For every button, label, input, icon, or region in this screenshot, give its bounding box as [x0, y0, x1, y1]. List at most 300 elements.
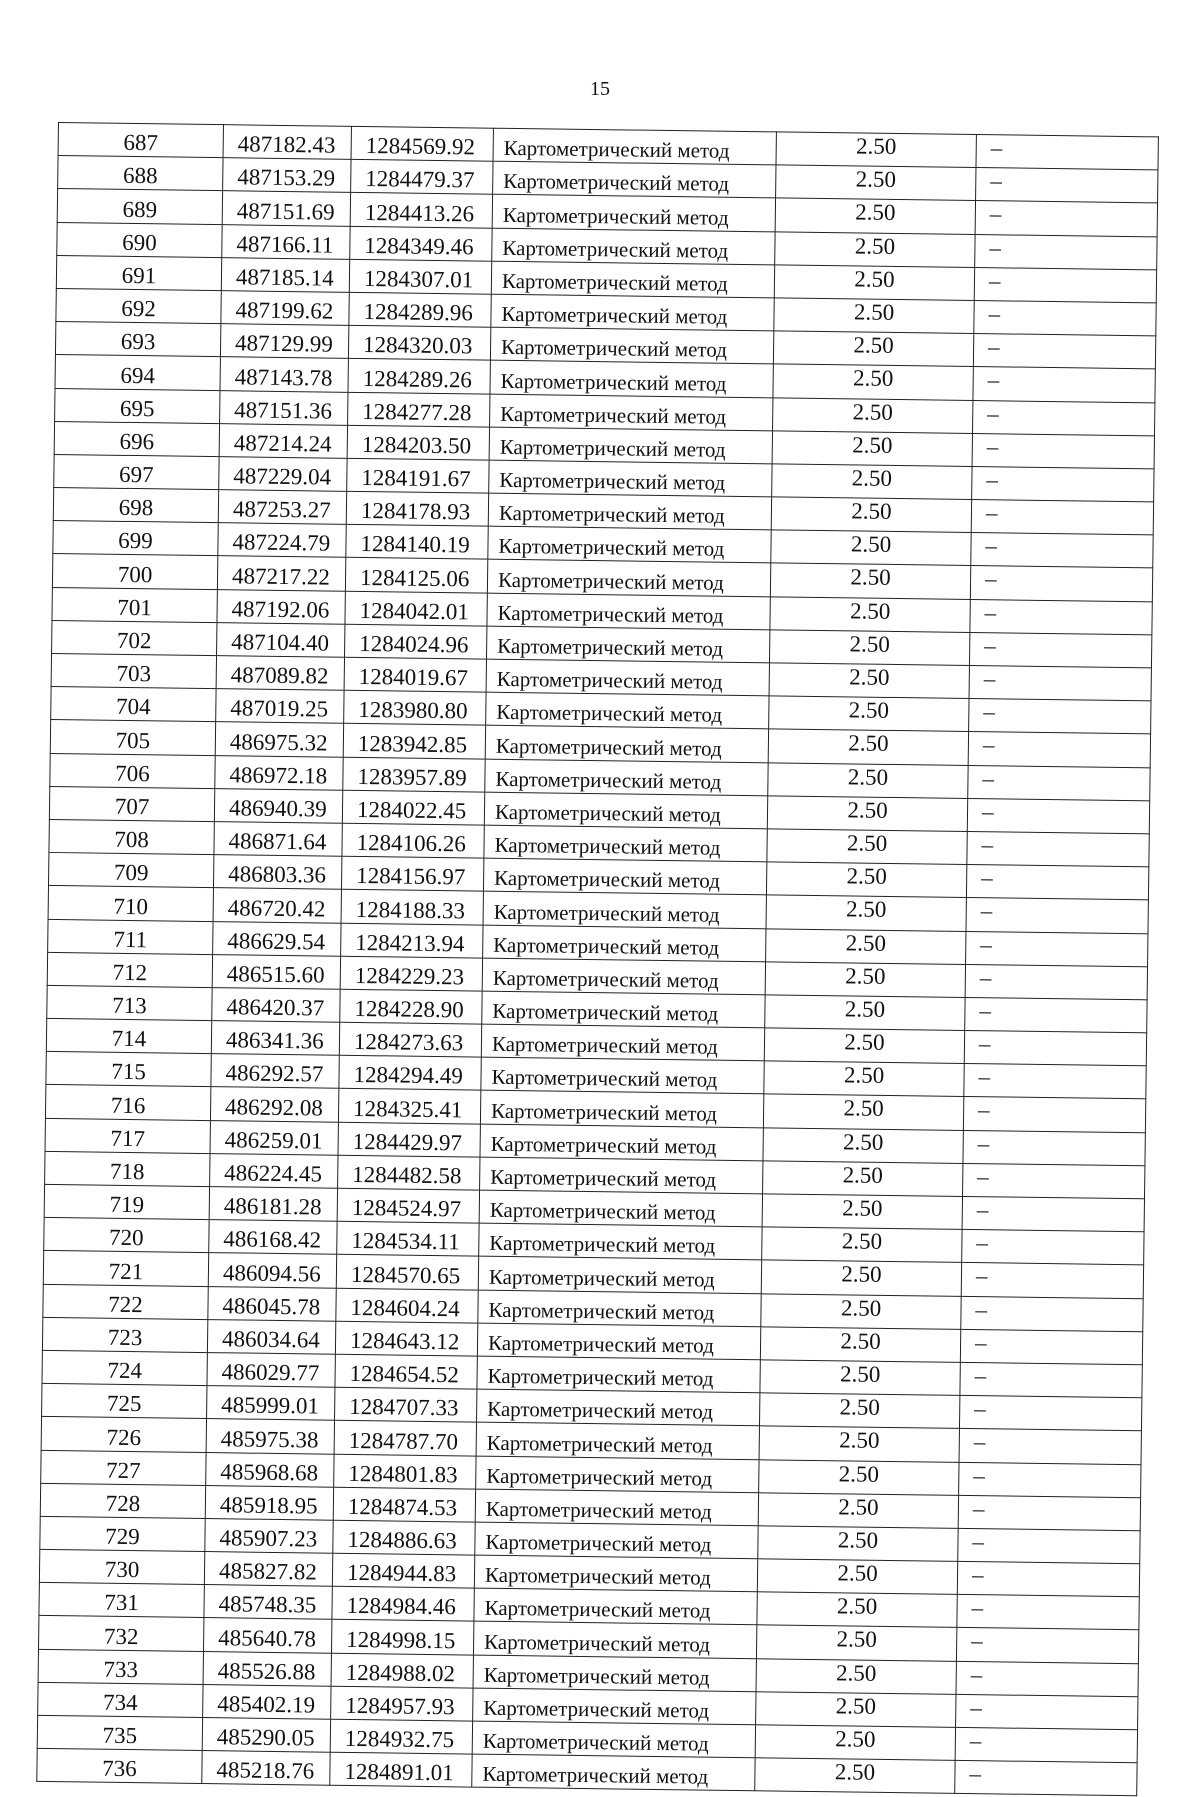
description-cell: –: [963, 1130, 1145, 1166]
x-coordinate-cell: 486034.64: [207, 1319, 335, 1354]
accuracy-cell: 2.50: [761, 1260, 961, 1296]
point-number-cell: 717: [45, 1118, 210, 1153]
method-cell: Картометрический метод: [486, 692, 769, 729]
method-cell: Картометрический метод: [484, 825, 767, 862]
y-coordinate-cell: 1284349.46: [350, 226, 492, 261]
accuracy-cell: 2.50: [775, 231, 975, 267]
y-coordinate-cell: 1284156.97: [341, 856, 483, 891]
accuracy-cell: 2.50: [770, 563, 970, 599]
x-coordinate-cell: 486629.54: [213, 921, 341, 956]
x-coordinate-cell: 486045.78: [208, 1286, 336, 1321]
point-number-cell: 725: [42, 1384, 207, 1419]
method-cell: Картометрический метод: [473, 1655, 756, 1692]
description-cell: –: [958, 1528, 1140, 1564]
y-coordinate-cell: 1284643.12: [335, 1321, 477, 1356]
point-number-cell: 714: [46, 1018, 211, 1053]
y-coordinate-cell: 1284019.67: [344, 657, 486, 692]
x-coordinate-cell: 487153.29: [223, 158, 351, 193]
description-cell: –: [976, 168, 1158, 204]
accuracy-cell: 2.50: [755, 1725, 955, 1761]
point-number-cell: 707: [49, 786, 214, 821]
point-number-cell: 719: [44, 1184, 209, 1219]
method-cell: Картометрический метод: [484, 792, 767, 829]
description-cell: –: [965, 997, 1147, 1033]
accuracy-cell: 2.50: [773, 397, 973, 433]
x-coordinate-cell: 486341.36: [211, 1021, 339, 1056]
description-cell: –: [973, 334, 1155, 370]
description-cell: –: [969, 665, 1151, 701]
x-coordinate-cell: 485918.95: [205, 1485, 333, 1520]
x-coordinate-cell: 486168.42: [209, 1220, 337, 1255]
method-cell: Картометрический метод: [491, 261, 774, 298]
point-number-cell: 701: [52, 587, 217, 622]
method-cell: Картометрический метод: [493, 161, 776, 198]
description-cell: –: [975, 234, 1157, 270]
point-number-cell: 705: [50, 720, 215, 755]
method-cell: Картометрический метод: [489, 460, 772, 497]
accuracy-cell: 2.50: [772, 464, 972, 500]
point-number-cell: 728: [40, 1483, 205, 1518]
accuracy-cell: 2.50: [760, 1360, 960, 1396]
description-cell: –: [961, 1263, 1143, 1299]
x-coordinate-cell: 486515.60: [212, 954, 340, 989]
y-coordinate-cell: 1284998.15: [331, 1620, 473, 1655]
description-cell: –: [964, 1031, 1146, 1067]
y-coordinate-cell: 1283980.80: [344, 690, 486, 725]
x-coordinate-cell: 487019.25: [216, 689, 344, 724]
accuracy-cell: 2.50: [756, 1692, 956, 1728]
point-number-cell: 727: [41, 1450, 206, 1485]
y-coordinate-cell: 1284957.93: [331, 1686, 473, 1721]
method-cell: Картометрический метод: [485, 759, 768, 796]
point-number-cell: 731: [39, 1583, 204, 1618]
accuracy-cell: 2.50: [764, 1028, 964, 1064]
method-cell: Картометрический метод: [488, 493, 771, 530]
point-number-cell: 694: [55, 355, 220, 390]
method-cell: Картометрический метод: [473, 1622, 756, 1659]
y-coordinate-cell: 1284022.45: [342, 790, 484, 825]
method-cell: Картометрический метод: [489, 427, 772, 464]
method-cell: Картометрический метод: [491, 294, 774, 331]
point-number-cell: 689: [57, 189, 222, 224]
accuracy-cell: 2.50: [766, 895, 966, 931]
x-coordinate-cell: 486029.77: [207, 1352, 335, 1387]
accuracy-cell: 2.50: [759, 1459, 959, 1495]
description-cell: –: [966, 898, 1148, 934]
x-coordinate-cell: 485402.19: [203, 1684, 331, 1719]
method-cell: Картометрический метод: [479, 1223, 762, 1260]
point-number-cell: 716: [45, 1085, 210, 1120]
y-coordinate-cell: 1284320.03: [348, 325, 490, 360]
y-coordinate-cell: 1284307.01: [349, 259, 491, 294]
x-coordinate-cell: 486940.39: [214, 788, 342, 823]
y-coordinate-cell: 1284429.97: [338, 1122, 480, 1157]
accuracy-cell: 2.50: [771, 497, 971, 533]
method-cell: Картометрический метод: [474, 1588, 757, 1625]
x-coordinate-cell: 486803.36: [213, 855, 341, 890]
point-number-cell: 703: [51, 653, 216, 688]
description-cell: –: [974, 300, 1156, 336]
description-cell: –: [958, 1495, 1140, 1531]
accuracy-cell: 2.50: [758, 1526, 958, 1562]
point-number-cell: 692: [56, 288, 221, 323]
method-cell: Картометрический метод: [485, 726, 768, 763]
description-cell: –: [970, 599, 1152, 635]
point-number-cell: 734: [38, 1682, 203, 1717]
y-coordinate-cell: 1284273.63: [339, 1022, 481, 1057]
accuracy-cell: 2.50: [767, 829, 967, 865]
x-coordinate-cell: 487089.82: [216, 656, 344, 691]
accuracy-cell: 2.50: [763, 1127, 963, 1163]
accuracy-cell: 2.50: [768, 762, 968, 798]
point-number-cell: 724: [42, 1350, 207, 1385]
method-cell: Картометрический метод: [487, 593, 770, 630]
method-cell: Картометрический метод: [479, 1190, 762, 1227]
method-cell: Картометрический метод: [492, 228, 775, 265]
x-coordinate-cell: 487143.78: [220, 357, 348, 392]
y-coordinate-cell: 1284801.83: [334, 1454, 476, 1489]
accuracy-cell: 2.50: [769, 696, 969, 732]
x-coordinate-cell: 486094.56: [208, 1253, 336, 1288]
method-cell: Картометрический метод: [476, 1422, 759, 1459]
coordinates-table: [36, 122, 1159, 1797]
point-number-cell: 708: [49, 819, 214, 854]
point-number-cell: 730: [39, 1549, 204, 1584]
x-coordinate-cell: 487166.11: [222, 224, 350, 259]
point-number-cell: 715: [46, 1052, 211, 1087]
description-cell: –: [967, 831, 1149, 867]
x-coordinate-cell: 485968.68: [206, 1452, 334, 1487]
y-coordinate-cell: 1284932.75: [330, 1719, 472, 1754]
y-coordinate-cell: 1284140.19: [346, 525, 488, 560]
y-coordinate-cell: 1284191.67: [347, 458, 489, 493]
y-coordinate-cell: 1283957.89: [343, 757, 485, 792]
accuracy-cell: 2.50: [755, 1758, 955, 1794]
point-number-cell: 704: [51, 687, 216, 722]
method-cell: Картометрический метод: [487, 560, 770, 597]
description-cell: –: [959, 1462, 1141, 1498]
description-cell: –: [972, 433, 1154, 469]
point-number-cell: 729: [40, 1516, 205, 1551]
method-cell: Картометрический метод: [490, 394, 773, 431]
accuracy-cell: 2.50: [757, 1559, 957, 1595]
method-cell: Картометрический метод: [477, 1323, 760, 1360]
method-cell: Картометрический метод: [487, 626, 770, 663]
accuracy-cell: 2.50: [773, 331, 973, 367]
x-coordinate-cell: 485907.23: [205, 1518, 333, 1553]
point-number-cell: 733: [38, 1649, 203, 1684]
y-coordinate-cell: 1284534.11: [337, 1221, 479, 1256]
accuracy-cell: 2.50: [766, 928, 966, 964]
description-cell: –: [971, 500, 1153, 536]
y-coordinate-cell: 1284874.53: [333, 1487, 475, 1522]
x-coordinate-cell: 485748.35: [204, 1585, 332, 1620]
accuracy-cell: 2.50: [759, 1393, 959, 1429]
y-coordinate-cell: 1284289.26: [348, 359, 490, 394]
point-number-cell: 711: [48, 919, 213, 954]
accuracy-cell: 2.50: [776, 165, 976, 201]
description-cell: –: [964, 1064, 1146, 1100]
description-cell: –: [971, 533, 1153, 569]
accuracy-cell: 2.50: [758, 1492, 958, 1528]
y-coordinate-cell: 1284213.94: [341, 923, 483, 958]
x-coordinate-cell: 486871.64: [214, 822, 342, 857]
point-number-cell: 726: [41, 1417, 206, 1452]
method-cell: Картометрический метод: [482, 991, 765, 1028]
description-cell: –: [965, 964, 1147, 1000]
x-coordinate-cell: 486224.45: [210, 1153, 338, 1188]
point-number-cell: 732: [39, 1616, 204, 1651]
y-coordinate-cell: 1284024.96: [345, 624, 487, 659]
point-number-cell: 712: [47, 952, 212, 987]
point-number-cell: 702: [52, 620, 217, 655]
x-coordinate-cell: 487214.24: [219, 423, 347, 458]
x-coordinate-cell: 486720.42: [213, 888, 341, 923]
y-coordinate-cell: 1284524.97: [337, 1188, 479, 1223]
description-cell: –: [966, 865, 1148, 901]
method-cell: Картометрический метод: [480, 1157, 763, 1194]
point-number-cell: 697: [54, 454, 219, 489]
y-coordinate-cell: 1284479.37: [351, 160, 493, 195]
point-number-cell: 700: [52, 554, 217, 589]
method-cell: Картометрический метод: [482, 958, 765, 995]
method-cell: Картометрический метод: [493, 128, 776, 165]
description-cell: –: [962, 1230, 1144, 1266]
method-cell: Картометрический метод: [477, 1389, 760, 1426]
x-coordinate-cell: 485290.05: [202, 1718, 330, 1753]
point-number-cell: 722: [43, 1284, 208, 1319]
point-number-cell: 721: [43, 1251, 208, 1286]
description-cell: –: [972, 466, 1154, 502]
description-cell: –: [970, 566, 1152, 602]
method-cell: Картометрический метод: [483, 925, 766, 962]
y-coordinate-cell: 1284203.50: [347, 425, 489, 460]
x-coordinate-cell: 486259.01: [210, 1120, 338, 1155]
y-coordinate-cell: 1284886.63: [333, 1520, 475, 1555]
y-coordinate-cell: 1284178.93: [346, 491, 488, 526]
x-coordinate-cell: 486972.18: [215, 755, 343, 790]
x-coordinate-cell: 486975.32: [215, 722, 343, 757]
point-number-cell: 710: [48, 886, 213, 921]
accuracy-cell: 2.50: [774, 298, 974, 334]
x-coordinate-cell: 487253.27: [218, 490, 346, 525]
x-coordinate-cell: 487199.62: [221, 291, 349, 326]
accuracy-cell: 2.50: [764, 1061, 964, 1097]
accuracy-cell: 2.50: [771, 530, 971, 566]
table-body: [37, 123, 1159, 1797]
description-cell: –: [968, 765, 1150, 801]
description-cell: –: [955, 1761, 1137, 1797]
y-coordinate-cell: 1284891.01: [330, 1752, 472, 1787]
description-cell: –: [966, 931, 1148, 967]
y-coordinate-cell: 1284787.70: [334, 1421, 476, 1456]
accuracy-cell: 2.50: [767, 796, 967, 832]
description-cell: –: [969, 699, 1151, 735]
accuracy-cell: 2.50: [775, 198, 975, 234]
point-number-cell: 736: [37, 1749, 202, 1784]
point-number-cell: 693: [55, 322, 220, 357]
method-cell: Картометрический метод: [490, 327, 773, 364]
y-coordinate-cell: 1283942.85: [343, 724, 485, 759]
accuracy-cell: 2.50: [776, 132, 976, 168]
accuracy-cell: 2.50: [769, 630, 969, 666]
method-cell: Картометрический метод: [478, 1290, 761, 1327]
accuracy-cell: 2.50: [772, 431, 972, 467]
method-cell: Картометрический метод: [474, 1555, 757, 1592]
x-coordinate-cell: 485640.78: [203, 1618, 331, 1653]
x-coordinate-cell: 486292.08: [210, 1087, 338, 1122]
y-coordinate-cell: 1284604.24: [336, 1288, 478, 1323]
method-cell: Картометрический метод: [476, 1456, 759, 1493]
method-cell: Картометрический метод: [480, 1124, 763, 1161]
y-coordinate-cell: 1284125.06: [345, 558, 487, 593]
y-coordinate-cell: 1284944.83: [332, 1553, 474, 1588]
description-cell: –: [955, 1727, 1137, 1763]
method-cell: Картометрический метод: [481, 1024, 764, 1061]
accuracy-cell: 2.50: [756, 1625, 956, 1661]
description-cell: –: [960, 1362, 1142, 1398]
method-cell: Картометрический метод: [473, 1688, 756, 1725]
point-number-cell: 691: [56, 255, 221, 290]
description-cell: –: [956, 1661, 1138, 1697]
accuracy-cell: 2.50: [770, 596, 970, 632]
y-coordinate-cell: 1284188.33: [341, 890, 483, 925]
accuracy-cell: 2.50: [759, 1426, 959, 1462]
y-coordinate-cell: 1284294.49: [339, 1056, 481, 1091]
description-cell: –: [959, 1396, 1141, 1432]
accuracy-cell: 2.50: [760, 1327, 960, 1363]
x-coordinate-cell: 487151.69: [222, 191, 350, 226]
description-cell: –: [967, 798, 1149, 834]
method-cell: Картометрический метод: [480, 1091, 763, 1128]
page-number: 15: [590, 78, 610, 100]
x-coordinate-cell: 487185.14: [221, 257, 349, 292]
description-cell: –: [963, 1097, 1145, 1133]
accuracy-cell: 2.50: [757, 1592, 957, 1628]
point-number-cell: 735: [37, 1715, 202, 1750]
x-coordinate-cell: 485526.88: [203, 1651, 331, 1686]
accuracy-cell: 2.50: [756, 1658, 956, 1694]
method-cell: Картометрический метод: [475, 1489, 758, 1526]
point-number-cell: 688: [58, 156, 223, 191]
y-coordinate-cell: 1284325.41: [338, 1089, 480, 1124]
y-coordinate-cell: 1284229.23: [340, 956, 482, 991]
point-number-cell: 709: [49, 853, 214, 888]
x-coordinate-cell: 487129.99: [220, 324, 348, 359]
method-cell: Картометрический метод: [486, 659, 769, 696]
description-cell: –: [960, 1329, 1142, 1365]
y-coordinate-cell: 1284482.58: [338, 1155, 480, 1190]
description-cell: –: [968, 732, 1150, 768]
accuracy-cell: 2.50: [762, 1194, 962, 1230]
point-number-cell: 696: [54, 421, 219, 456]
y-coordinate-cell: 1284042.01: [345, 591, 487, 626]
method-cell: Картометрический метод: [483, 891, 766, 928]
accuracy-cell: 2.50: [774, 265, 974, 301]
method-cell: Картометрический метод: [472, 1721, 755, 1758]
description-cell: –: [963, 1163, 1145, 1199]
method-cell: Картометрический метод: [475, 1522, 758, 1559]
x-coordinate-cell: 487229.04: [219, 457, 347, 492]
method-cell: Картометрический метод: [477, 1356, 760, 1393]
point-number-cell: 706: [50, 753, 215, 788]
point-number-cell: 690: [57, 222, 222, 257]
description-cell: –: [973, 400, 1155, 436]
accuracy-cell: 2.50: [765, 995, 965, 1031]
description-cell: –: [973, 367, 1155, 403]
y-coordinate-cell: 1284988.02: [331, 1653, 473, 1688]
method-cell: Картометрический метод: [490, 360, 773, 397]
point-number-cell: 698: [53, 488, 218, 523]
x-coordinate-cell: 485999.01: [207, 1386, 335, 1421]
accuracy-cell: 2.50: [763, 1094, 963, 1130]
y-coordinate-cell: 1284289.96: [349, 292, 491, 327]
y-coordinate-cell: 1284569.92: [351, 126, 493, 161]
point-number-cell: 695: [55, 388, 220, 423]
accuracy-cell: 2.50: [761, 1293, 961, 1329]
x-coordinate-cell: 487151.36: [220, 390, 348, 425]
y-coordinate-cell: 1284570.65: [336, 1255, 478, 1290]
y-coordinate-cell: 1284228.90: [340, 989, 482, 1024]
y-coordinate-cell: 1284707.33: [335, 1387, 477, 1422]
accuracy-cell: 2.50: [766, 862, 966, 898]
accuracy-cell: 2.50: [762, 1227, 962, 1263]
accuracy-cell: 2.50: [768, 729, 968, 765]
x-coordinate-cell: 487182.43: [223, 125, 351, 160]
point-number-cell: 723: [42, 1317, 207, 1352]
x-coordinate-cell: 487192.06: [217, 589, 345, 624]
point-number-cell: 713: [47, 985, 212, 1020]
description-cell: –: [956, 1694, 1138, 1730]
point-number-cell: 718: [45, 1151, 210, 1186]
x-coordinate-cell: 486181.28: [209, 1187, 337, 1222]
description-cell: –: [959, 1429, 1141, 1465]
x-coordinate-cell: 487217.22: [217, 556, 345, 591]
x-coordinate-cell: 486292.57: [211, 1054, 339, 1089]
accuracy-cell: 2.50: [763, 1161, 963, 1197]
y-coordinate-cell: 1284984.46: [332, 1586, 474, 1621]
method-cell: Картометрический метод: [481, 1057, 764, 1094]
x-coordinate-cell: 485218.76: [202, 1751, 330, 1786]
x-coordinate-cell: 485975.38: [206, 1419, 334, 1454]
y-coordinate-cell: 1284277.28: [348, 392, 490, 427]
y-coordinate-cell: 1284413.26: [350, 193, 492, 228]
y-coordinate-cell: 1284106.26: [342, 823, 484, 858]
point-number-cell: 699: [53, 521, 218, 556]
accuracy-cell: 2.50: [765, 962, 965, 998]
accuracy-cell: 2.50: [769, 663, 969, 699]
description-cell: –: [957, 1561, 1139, 1597]
description-cell: –: [956, 1628, 1138, 1664]
description-cell: –: [962, 1196, 1144, 1232]
x-coordinate-cell: 485827.82: [204, 1552, 332, 1587]
description-cell: –: [975, 201, 1157, 237]
accuracy-cell: 2.50: [773, 364, 973, 400]
description-cell: –: [957, 1595, 1139, 1631]
y-coordinate-cell: 1284654.52: [335, 1354, 477, 1389]
method-cell: Картометрический метод: [478, 1256, 761, 1293]
description-cell: –: [976, 135, 1158, 171]
description-cell: –: [974, 267, 1156, 303]
point-number-cell: 687: [58, 123, 223, 158]
method-cell: Картометрический метод: [488, 526, 771, 563]
x-coordinate-cell: 487224.79: [218, 523, 346, 558]
description-cell: –: [961, 1296, 1143, 1332]
x-coordinate-cell: 487104.40: [217, 622, 345, 657]
coordinates-table-container: [36, 122, 1158, 1797]
x-coordinate-cell: 486420.37: [212, 987, 340, 1022]
point-number-cell: 720: [44, 1218, 209, 1253]
